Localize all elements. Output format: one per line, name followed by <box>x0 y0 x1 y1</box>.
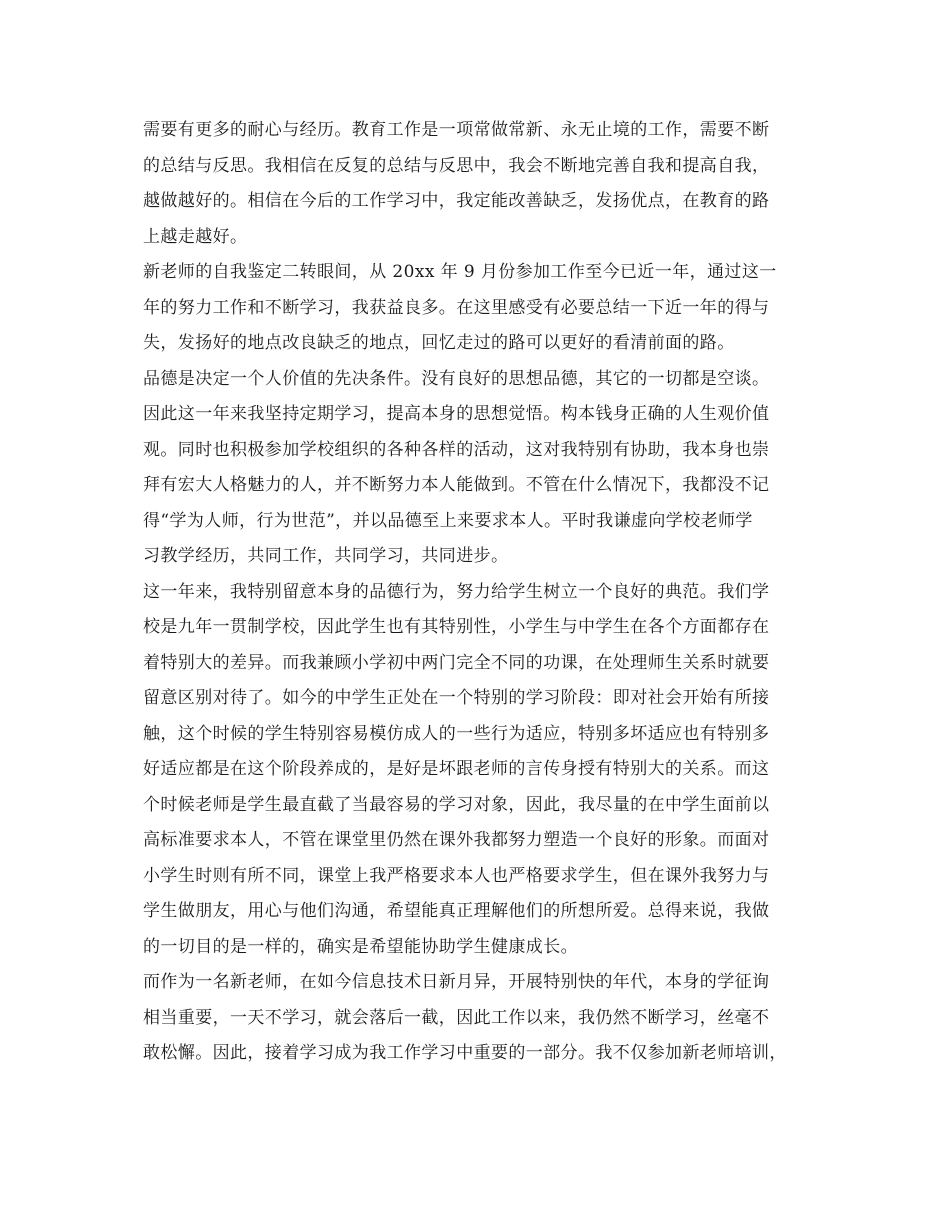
text-line: 越做越好的。相信在今后的工作学习中，我定能改善缺乏，发扬优点，在教育的路 <box>143 191 770 211</box>
text-line: 这一年来，我特别留意本身的品德行为，努力给学生树立一个良好的典范。我们学 <box>143 581 770 602</box>
text-line: 拜有宏大人格魅力的人，并不断努力本人能做到。不管在什么情况下，我都没不记 <box>143 475 770 495</box>
document-body <box>143 113 823 1072</box>
text-line: 着特别大的差异。而我兼顾小学初中两门完全不同的功课，在处理师生关系时就要 <box>143 652 770 673</box>
text-line: 新老师的自我鉴定二转眼间，从 20xx 年 9 月份参加工作至今已近一年，通过这一 <box>143 262 777 282</box>
text-line: 上越走越好。 <box>143 226 248 247</box>
text-line: 年的努力工作和不断学习，我获益良多。在这里感受有必要总结一下近一年的得与 <box>143 297 770 318</box>
text-line: 品德是决定一个人价值的先决条件。没有良好的思想品德，其它的一切都是空谈。 <box>143 368 770 389</box>
text-line: 的一切目的是一样的，确实是希望能协助学生健康成长。 <box>143 936 578 957</box>
text-line: 相当重要，一天不学习，就会落后一截，因此工作以来，我仍然不断学习，丝毫不 <box>143 1007 770 1028</box>
text-line: 失，发扬好的地点改良缺乏的地点，回忆走过的路可以更好的看清前面的路。 <box>143 333 735 353</box>
text-line: 好适应都是在这个阶段养成的，是好是坏跟老师的言传身授有特别大的关系。而这 <box>143 759 770 779</box>
text-line: 需要有更多的耐心与经历。教育工作是一项常做常新、永无止境的工作，需要不断 <box>143 120 770 140</box>
text-line: 观。同时也积极参加学校组织的各种各样的活动，这对我特别有协助，我本身也崇 <box>143 439 770 460</box>
text-line: 的总结与反思。我相信在反复的总结与反思中，我会不断地完善自我和提高自我， <box>143 155 770 176</box>
text-line: 小学生时则有所不同，课堂上我严格要求本人也严格要求学生，但在课外我努力与 <box>143 865 770 886</box>
text-line: 高标准要求本人，不管在课堂里仍然在课外我都努力塑造一个良好的形象。而面对 <box>143 830 770 850</box>
text-line: 敢松懈。因此，接着学习成为我工作学习中重要的一部分。我不仅参加新老师培训， <box>143 1043 787 1063</box>
text-line: 留意区别对待了。如今的中学生正处在一个特别的学习阶段：即对社会开始有所接 <box>143 688 770 708</box>
text-line: 校是九年一贯制学校，因此学生也有其特别性，小学生与中学生在各个方面都存在 <box>143 617 770 637</box>
text-line: 因此这一年来我坚持定期学习，提高本身的思想觉悟。构本钱身正确的人生观价值 <box>143 404 770 424</box>
text-line: 触，这个时候的学生特别容易模仿成人的一些行为适应，特别多坏适应也有特别多 <box>143 723 770 744</box>
text-line: 习教学经历，共同工作，共同学习，共同进步。 <box>143 546 509 566</box>
text-line: 个时候老师是学生最直截了当最容易的学习对象，因此，我尽量的在中学生面前以 <box>143 794 770 815</box>
text-line: 而作为一名新老师，在如今信息技术日新月异，开展特别快的年代，本身的学征询 <box>143 972 770 992</box>
text-line: 学生做朋友，用心与他们沟通，希望能真正理解他们的所想所爱。总得来说，我做 <box>143 901 770 921</box>
text-line: 得“学为人师，行为世范”，并以品德至上来要求本人。平时我谦虚向学校老师学 <box>143 510 753 531</box>
